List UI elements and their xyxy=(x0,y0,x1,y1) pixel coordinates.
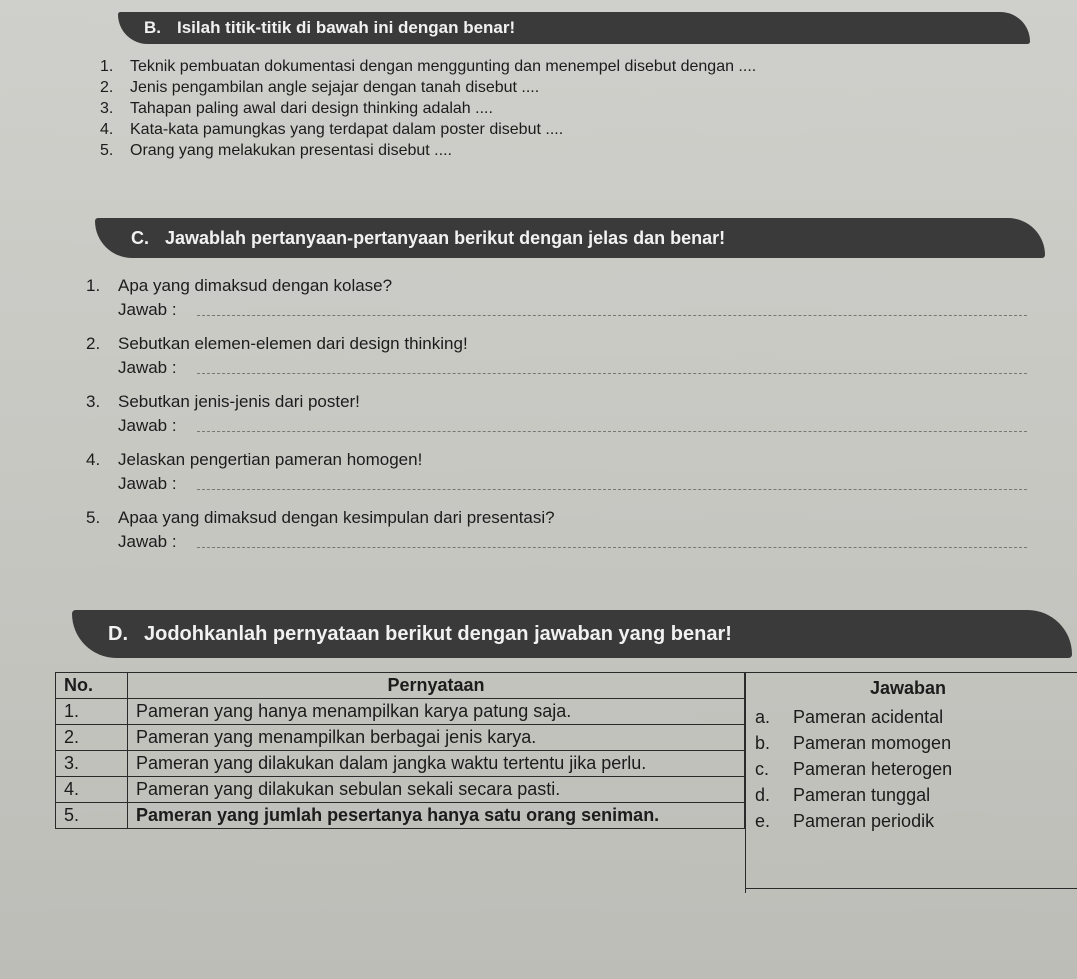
row-statement: Pameran yang jumlah pesertanya hanya satu orang seniman. xyxy=(128,803,745,829)
option-letter: b. xyxy=(755,733,771,753)
item-number: 3. xyxy=(100,100,114,117)
answer-option xyxy=(755,707,952,733)
list-item xyxy=(100,77,756,98)
list-item xyxy=(100,98,756,119)
question-text: Apaa yang dimaksud dengan kesimpulan dari presentasi? xyxy=(118,508,555,527)
section-d-title: Jodohkanlah pernyataan berikut dengan jawaban yang benar! xyxy=(144,622,732,645)
item-number: 2. xyxy=(100,79,114,96)
question-number: 5. xyxy=(86,508,101,527)
answer-line[interactable] xyxy=(197,373,1027,374)
question-number: 3. xyxy=(86,392,101,411)
option-text: Pameran heterogen xyxy=(793,759,953,779)
item-number: 5. xyxy=(100,142,114,159)
answer-label: Jawab : xyxy=(118,474,177,493)
item-text: Teknik pembuatan dokumentasi dengan menggunting dan menempel disebut dengan .... xyxy=(130,58,757,75)
answer-line[interactable] xyxy=(197,547,1027,548)
table-row xyxy=(56,777,745,803)
answer-label: Jawab : xyxy=(118,300,177,319)
row-statement: Pameran yang hanya menampilkan karya patung saja. xyxy=(128,699,745,725)
answer-line[interactable] xyxy=(197,489,1027,490)
answer-box-bottom xyxy=(745,888,1077,889)
section-c-letter: C. xyxy=(131,227,149,248)
option-letter: e. xyxy=(755,811,771,831)
list-item xyxy=(100,119,756,140)
answer-option xyxy=(755,811,952,837)
row-number: 2. xyxy=(56,725,128,751)
question-number: 1. xyxy=(86,276,101,295)
question-item xyxy=(86,508,1056,566)
answer-label: Jawab : xyxy=(118,358,177,377)
question-number: 2. xyxy=(86,334,101,353)
row-number: 4. xyxy=(56,777,128,803)
option-letter: a. xyxy=(755,707,771,727)
section-b-list xyxy=(100,56,756,161)
question-text: Sebutkan elemen-elemen dari design thinking! xyxy=(118,334,468,353)
question-text: Sebutkan jenis-jenis dari poster! xyxy=(118,392,360,411)
question-number: 4. xyxy=(86,450,101,469)
item-text: Jenis pengambilan angle sejajar dengan tanah disebut .... xyxy=(130,79,540,96)
answer-option xyxy=(755,733,952,759)
section-b-letter: B. xyxy=(144,18,161,37)
row-number: 5. xyxy=(56,803,128,829)
option-letter: c. xyxy=(755,759,770,779)
row-statement: Pameran yang menampilkan berbagai jenis karya. xyxy=(128,725,745,751)
table-row xyxy=(56,751,745,777)
row-statement: Pameran yang dilakukan dalam jangka waktu tertentu jika perlu. xyxy=(128,751,745,777)
answer-line[interactable] xyxy=(197,431,1027,432)
answer-label: Jawab : xyxy=(118,416,177,435)
table-row xyxy=(56,803,745,829)
item-number: 1. xyxy=(100,58,114,75)
answer-line[interactable] xyxy=(197,315,1027,316)
item-number: 4. xyxy=(100,121,114,138)
section-d-banner xyxy=(72,610,1072,658)
row-statement: Pameran yang dilakukan sebulan sekali secara pasti. xyxy=(128,777,745,803)
matching-table xyxy=(55,672,745,829)
section-c-banner xyxy=(95,218,1045,258)
question-text: Jelaskan pengertian pameran homogen! xyxy=(118,450,423,469)
question-text: Apa yang dimaksud dengan kolase? xyxy=(118,276,393,295)
table-row xyxy=(56,699,745,725)
header-no: No. xyxy=(56,673,128,699)
row-number: 1. xyxy=(56,699,128,725)
option-text: Pameran momogen xyxy=(793,733,952,753)
item-text: Kata-kata pamungkas yang terdapat dalam poster disebut .... xyxy=(130,121,564,138)
section-b-banner xyxy=(118,12,1030,44)
question-item xyxy=(86,334,1056,392)
answer-column xyxy=(755,678,952,837)
section-c-list xyxy=(86,276,1056,566)
answer-option xyxy=(755,759,952,785)
option-text: Pameran periodik xyxy=(793,811,935,831)
section-b-title: Isilah titik-titik di bawah ini dengan benar! xyxy=(177,18,516,37)
list-item xyxy=(100,56,756,77)
table-header-row xyxy=(56,673,745,699)
question-item xyxy=(86,276,1056,334)
section-c-title: Jawablah pertanyaan-pertanyaan berikut dengan jelas dan benar! xyxy=(165,227,726,248)
table-row xyxy=(56,725,745,751)
item-text: Tahapan paling awal dari design thinking adalah .... xyxy=(130,100,493,117)
option-letter: d. xyxy=(755,785,771,805)
question-item xyxy=(86,450,1056,508)
section-d-letter: D. xyxy=(108,622,128,645)
header-statement: Pernyataan xyxy=(128,673,745,699)
question-item xyxy=(86,392,1056,450)
row-number: 3. xyxy=(56,751,128,777)
option-text: Pameran acidental xyxy=(793,707,944,727)
header-answer: Jawaban xyxy=(870,678,947,698)
answer-option xyxy=(755,785,952,811)
option-text: Pameran tunggal xyxy=(793,785,931,805)
item-text: Orang yang melakukan presentasi disebut .... xyxy=(130,142,452,159)
answer-label: Jawab : xyxy=(118,532,177,551)
list-item xyxy=(100,140,756,161)
